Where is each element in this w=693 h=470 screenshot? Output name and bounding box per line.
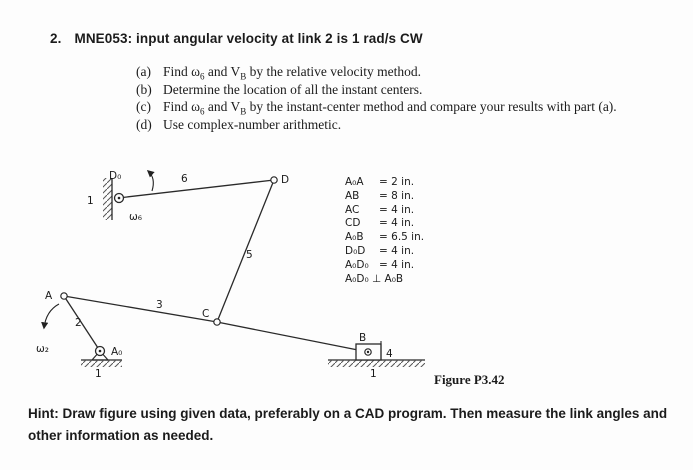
problem-statement: MNE053: input angular velocity at link 2 is 1 rad/s CW <box>74 31 423 46</box>
label-omega6: ω₆ <box>129 211 143 223</box>
part-a: (a) Find $\omega_6$ and $V_B$ by the relative velocity method. <box>136 64 421 82</box>
dim-row: D₀D = 4 in. <box>345 244 415 257</box>
label-link-3: 3 <box>156 299 163 311</box>
dim-row: AB = 8 in. <box>345 189 415 202</box>
dimension-list <box>345 176 424 286</box>
omega6-arrow-icon <box>148 171 153 191</box>
ground-hatch-b <box>328 360 425 367</box>
dim-row: A₀B = 6.5 in. <box>345 231 425 244</box>
label-c: C <box>202 308 210 320</box>
joint-c <box>214 319 220 325</box>
dim-row: A₀A = 2 in. <box>345 176 415 188</box>
dim-row: A₀D₀ = 4 in. <box>345 258 415 271</box>
problem-title <box>50 31 423 46</box>
joint-d <box>271 177 277 183</box>
link-2 <box>64 296 100 351</box>
part-d: (d) Use complex-number arithmetic. <box>136 116 342 132</box>
dim-row: AC = 4 in. <box>345 203 415 216</box>
ground-hatch-d0 <box>103 178 112 220</box>
label-d: D <box>281 174 290 186</box>
problem-parts <box>136 63 617 133</box>
label-ground-1-b: 1 <box>370 368 377 380</box>
label-b: B <box>359 332 367 344</box>
label-link-5: 5 <box>246 249 253 261</box>
part-b: (b) Determine the location of all the instant centers. <box>136 81 423 97</box>
label-ground-1-a0: 1 <box>95 368 102 380</box>
label-a: A <box>45 290 53 302</box>
joint-b-pin <box>367 351 369 353</box>
pivot-a0-pin <box>99 350 102 353</box>
part-a-label: (a) <box>136 64 151 79</box>
link-6 <box>118 180 274 198</box>
joint-a <box>61 293 67 299</box>
problem-number: 2. <box>50 31 62 46</box>
dim-row: A₀D₀ ⊥ A₀B <box>345 272 404 285</box>
part-b-label: (b) <box>136 81 152 97</box>
link-3-ac <box>64 296 217 322</box>
label-link-6: 6 <box>181 173 188 185</box>
part-d-label: (d) <box>136 116 152 132</box>
label-d0: D₀ <box>109 170 122 182</box>
link-3-cb <box>217 322 368 352</box>
ground-hatch-a0 <box>81 360 122 367</box>
dim-row: CD = 4 in. <box>345 217 415 230</box>
omega2-arrow-icon <box>44 304 59 328</box>
label-a0: A₀ <box>111 346 123 358</box>
label-link-2: 2 <box>75 317 82 329</box>
part-c-label: (c) <box>136 99 151 114</box>
part-c: (c) Find $\omega_6$ and $V_B$ by the instant-center method and compare your results with part (a). <box>136 99 617 117</box>
figure-caption: Figure P3.42 <box>434 372 505 387</box>
pivot-d0-pin <box>118 197 121 200</box>
hint-text: Hint: Draw figure using given data, preferably on a CAD program. Then measure the link angles and other information as needed. <box>28 406 668 443</box>
label-ground-1-d0: 1 <box>87 195 94 207</box>
label-omega2: ω₂ <box>36 343 50 355</box>
label-link-4: 4 <box>386 348 393 360</box>
